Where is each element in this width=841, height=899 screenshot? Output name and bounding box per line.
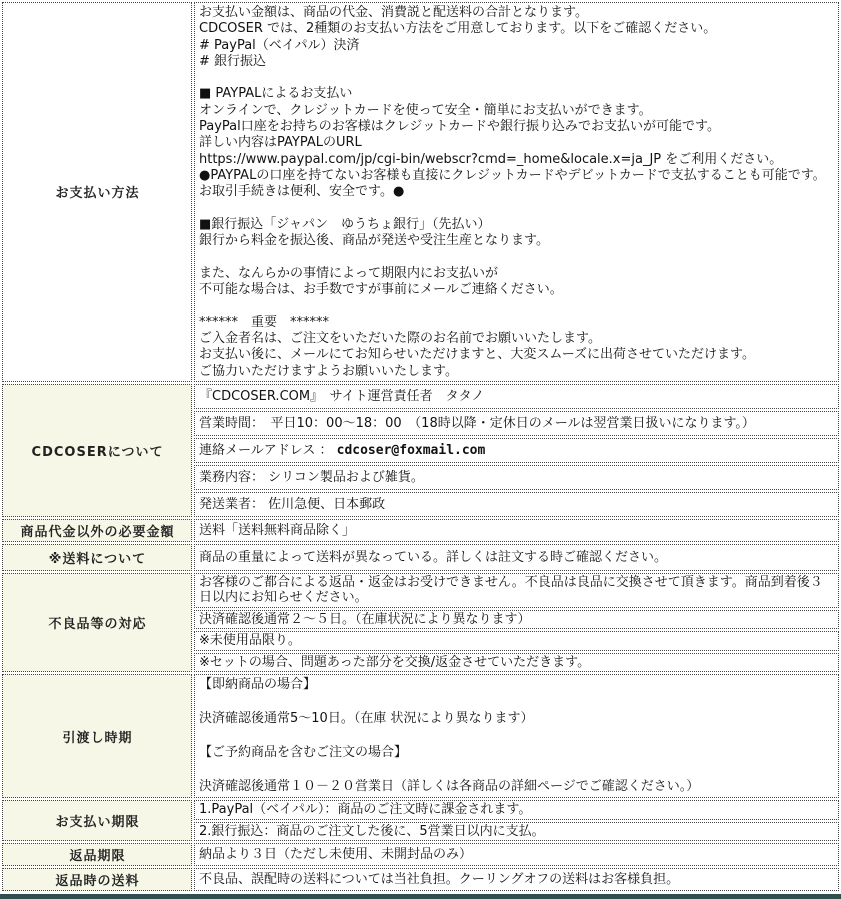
table-row — [2, 519, 839, 542]
table-row — [2, 2, 839, 382]
table-row — [2, 868, 839, 891]
text-line: 詳しい内容はPAYPALのURL — [199, 135, 362, 151]
content-cell-extra-fees-0 — [194, 519, 839, 542]
content-cell-about-cdcoser-2 — [194, 438, 839, 463]
content-cell-defective-items-3 — [194, 653, 839, 673]
content-cell-about-cdcoser-0 — [194, 384, 839, 409]
text-line: 1.PayPal（ベイパル）：商品のご注文時に課金されます。 — [199, 802, 532, 818]
content-cell-shipping-note-0 — [194, 544, 839, 571]
content-cell-return-deadline-0 — [194, 843, 839, 866]
info-table-body — [2, 2, 839, 891]
text-line: ■銀行振込「ジャパン ゆうちょ銀行」（先払い） — [199, 216, 491, 232]
table-row — [2, 573, 839, 608]
content-cell-defective-items-1 — [194, 610, 839, 630]
text-line: ご入金者名は、ご注文をいただいた際のお名前でお願いいたします。 — [199, 330, 601, 346]
text-line: # PayPal（ベイパル）決済 — [199, 37, 360, 53]
text-line: ※未使用品限り。 — [199, 633, 301, 649]
content-cell-payment-method-0 — [194, 2, 839, 382]
text-line: # 銀行振込 — [199, 53, 267, 69]
content-cell-return-shipping-0 — [194, 868, 839, 891]
table-row — [2, 544, 839, 571]
row-header-payment-method: お支払い方法 — [2, 2, 192, 382]
row-header-extra-fees: 商品代金以外の必要金額 — [2, 519, 192, 542]
row-header-delivery-time: 引渡し時期 — [2, 674, 192, 798]
content-cell-defective-items-0 — [194, 573, 839, 608]
text-line: ご協力いただけますようお願いいたします。 — [199, 363, 458, 379]
text-line: 銀行から料金を振込後、商品が発送や受注生産となります。 — [199, 233, 549, 249]
content-cell-payment-deadline-0 — [194, 800, 839, 820]
blank-line — [199, 201, 835, 217]
row-header-return-shipping: 返品時の送料 — [2, 868, 192, 891]
text-line: 営業時間： 平日10：00～18：00 （18時以降・定休日のメールは翌営業日扱いになります。） — [199, 415, 755, 431]
text-line: 『CDCOSER.COM』 サイト運営責任者 タタノ — [199, 388, 485, 404]
text-line: 決済確認後通常5～10日。（在庫 状況により異なります） — [199, 710, 534, 726]
row-header-shipping-note: ※送料について — [2, 544, 192, 571]
text-line: お支払い金額は、商品の代金、消費説と配送料の合計となります。 — [199, 5, 588, 20]
blank-line — [199, 762, 835, 779]
text-line: 決済確認後通常１０－２０営業日（詳しくは各商品の詳細ページでご確認ください。） — [199, 778, 700, 794]
text-line: また、なんらかの事情によって期限内にお支払いが — [199, 265, 499, 281]
row-header-about-cdcoser: CDCOSERについて — [2, 384, 192, 517]
blank-line — [199, 70, 835, 86]
text-line: CDCOSER では、2種類のお支払い方法をご用意しております。以下をご確認ください。 — [199, 21, 717, 37]
table-row — [2, 384, 839, 409]
bottom-bar — [0, 894, 841, 899]
blank-line — [199, 728, 835, 745]
text-line: お客様のご都合による返品・返金はお受けできません。不良品は良品に交換させて頂きます。商品到着後３日以内にお知らせください。 — [199, 574, 823, 606]
text-line: 不可能な場合は、お手数ですが事前にメールご連絡ください。 — [199, 282, 563, 298]
text-line: 【即納商品の場合】 — [199, 677, 317, 693]
content-cell-payment-deadline-1 — [194, 822, 839, 842]
text-line: お支払い後に、メールにてお知らせいただけますと、大変スムーズに出荷させていただけます。 — [199, 347, 756, 363]
text-line: 決済確認後通常２～５日。（在庫状況により異なります） — [199, 611, 531, 627]
content-cell-about-cdcoser-3 — [194, 465, 839, 490]
blank-line — [199, 249, 835, 265]
blank-line — [199, 694, 835, 711]
blank-line — [199, 298, 835, 314]
text-line: お取引手続きは便利、安全です。● — [199, 184, 405, 200]
row-header-payment-deadline: お支払い期限 — [2, 800, 192, 841]
text-line: 商品の重量によって送料が異なっている。詳しくは註文する時ご確認ください。 — [199, 549, 668, 565]
text-line: https://www.paypal.com/jp/cgi-bin/webscr?cmd=_home&locale.x=ja_JP をご利用ください。 — [199, 151, 783, 167]
contact-email-label: 連絡メールアドレス ： — [199, 442, 337, 458]
text-line: 2.銀行振込：商品のご注文した後に、5営業日以内に支払。 — [199, 823, 545, 839]
text-line: ■ PAYPALによるお支払い — [199, 86, 353, 102]
contact-email-text: cdcoser@foxmail.com — [336, 442, 486, 458]
content-cell-about-cdcoser-4 — [194, 492, 839, 517]
text-line: 不良品、誤配時の送料については当社負担。クーリングオフの送料はお客様負担。 — [199, 872, 680, 888]
content-cell-defective-items-2 — [194, 631, 839, 651]
text-line: ●PAYPALの口座を持てないお客様も直接にクレジットカードやデビットカードで支払することも可能です。 — [199, 167, 826, 183]
text-line: 納品より３日（ただし未使用、未開封品のみ） — [199, 847, 473, 863]
text-line: オンラインで、クレジットカードを使って安全・簡単にお支払いができます。 — [199, 102, 652, 118]
content-cell-about-cdcoser-1 — [194, 411, 839, 436]
row-header-defective-items: 不良品等の対応 — [2, 573, 192, 673]
table-row — [2, 843, 839, 866]
table-row — [2, 674, 839, 798]
text-line: ****** 重要 ****** — [199, 314, 330, 330]
text-line: 送料「送料無料商品除く」 — [199, 522, 356, 538]
text-line: PayPal口座をお持ちのお客様はクレジットカードや銀行振り込みでお支払いが可能です。 — [199, 119, 720, 135]
row-header-return-deadline: 返品期限 — [2, 843, 192, 866]
text-line: ※セットの場合、問題あった部分を交換/返金させていただきます。 — [199, 654, 591, 670]
content-cell-delivery-time-0 — [194, 674, 839, 798]
table-row — [2, 800, 839, 820]
text-line: 業務内容： シリコン製品および雑貨。 — [199, 469, 424, 485]
text-line: 【ご予約商品を含むご注文の場合】 — [199, 744, 408, 760]
text-line: 発送業者： 佐川急便、日本郵政 — [199, 496, 386, 512]
